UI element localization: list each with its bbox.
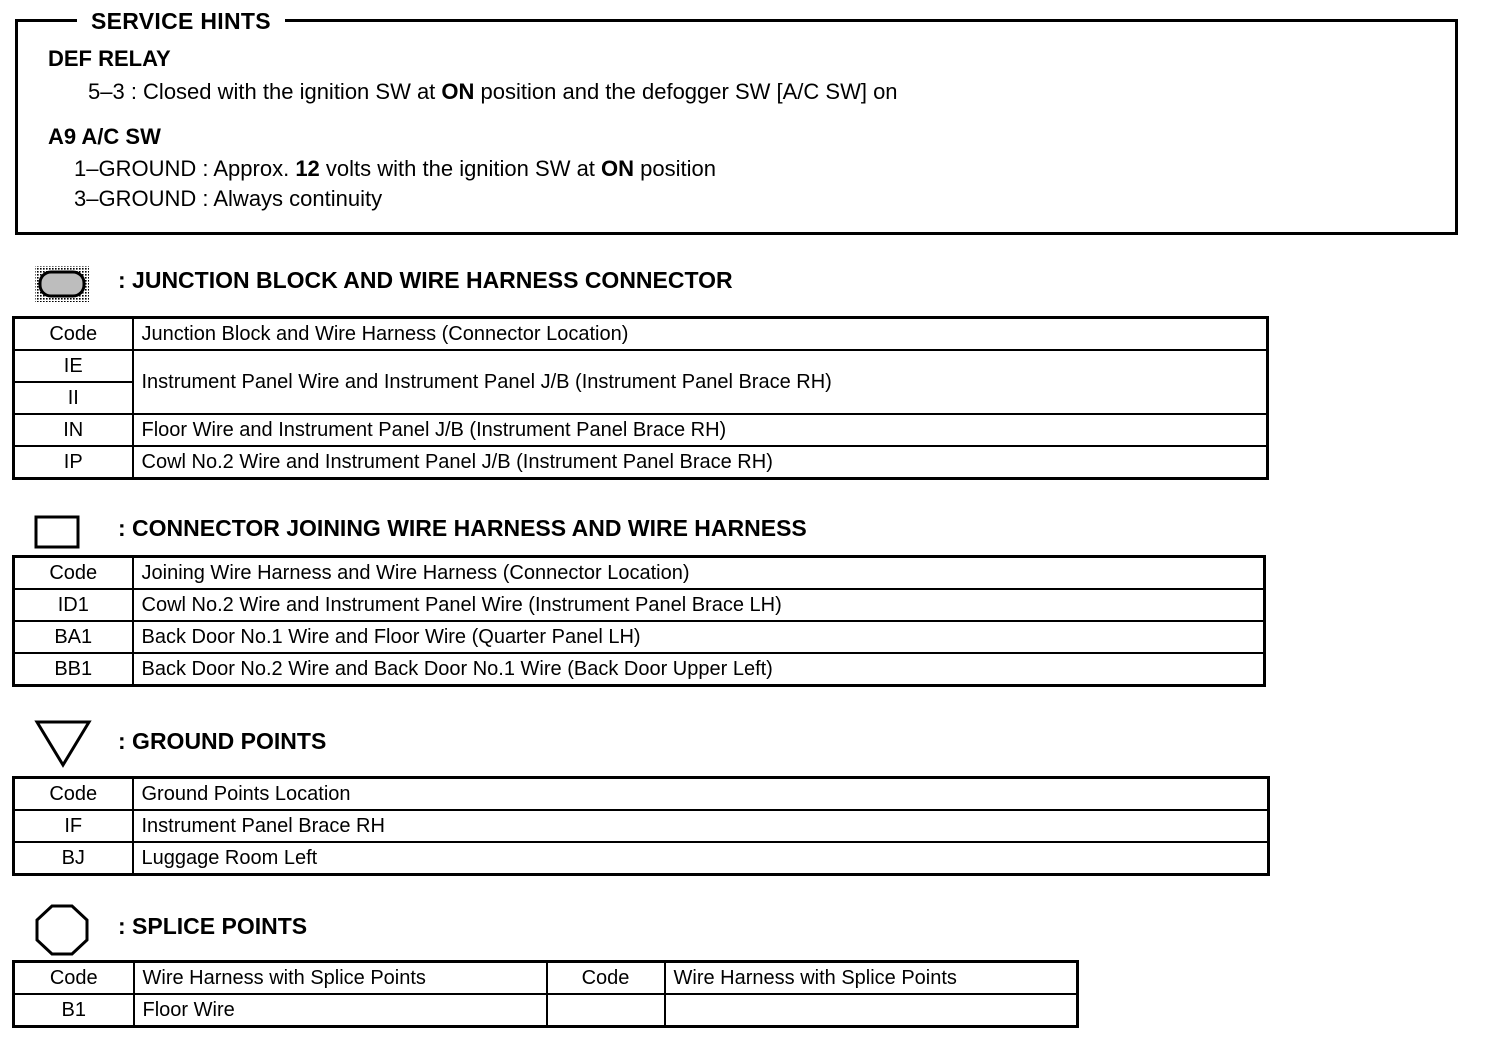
code-cell: BJ [14,842,133,875]
code-cell: BB1 [14,653,133,686]
service-hints-title: SERVICE HINTS [77,8,285,35]
splice-octagon-icon [34,903,90,957]
desc-cell: Cowl No.2 Wire and Instrument Panel J/B (Instrument Panel Brace RH) [133,446,1268,479]
joining-section-title: : CONNECTOR JOINING WIRE HARNESS AND WIRE HARNESS [118,515,807,541]
code-cell: BA1 [14,621,133,653]
def-relay-heading: DEF RELAY [48,46,171,71]
desc-cell: Back Door No.1 Wire and Floor Wire (Quarter Panel LH) [133,621,1265,653]
junction-connector-icon [34,265,90,303]
ground-section-title: : GROUND POINTS [118,728,327,754]
ground-table [12,776,1270,876]
ground-triangle-icon [34,719,92,769]
desc-cell: Floor Wire and Instrument Panel J/B (Instrument Panel Brace RH) [133,414,1268,446]
code-cell: ID1 [14,589,133,621]
ac-sw-heading: A9 A/C SW [48,124,161,149]
table-row [14,653,1265,686]
splice-table [12,960,1079,1028]
code-cell: IP [14,446,133,479]
code-header: Code [14,557,133,590]
joining-table [12,555,1266,687]
desc-header: Wire Harness with Splice Points [134,962,547,995]
table-header-row [14,778,1269,811]
desc-header: Wire Harness with Splice Points [665,962,1078,995]
desc-header: Joining Wire Harness and Wire Harness (Connector Location) [133,557,1265,590]
desc-header: Junction Block and Wire Harness (Connector Location) [133,318,1268,351]
desc-cell: Instrument Panel Brace RH [133,810,1269,842]
table-row [14,589,1265,621]
code-header: Code [547,962,665,995]
splice-section-title: : SPLICE POINTS [118,913,308,939]
code-header: Code [14,962,134,995]
table-row [14,621,1265,653]
desc-cell [665,994,1078,1027]
desc-cell: Instrument Panel Wire and Instrument Panel J/B (Instrument Panel Brace RH) [133,350,1268,414]
ac-sw-line-1: 1–GROUND : Approx. 12 volts with the ignition SW at ON position [74,156,716,181]
table-row [14,810,1269,842]
table-row [14,414,1268,446]
desc-cell: Cowl No.2 Wire and Instrument Panel Wire (Instrument Panel Brace LH) [133,589,1265,621]
code-header: Code [14,318,133,351]
ac-sw-line-2: 3–GROUND : Always continuity [74,186,383,211]
table-header-row [14,962,1078,995]
junction-section-title: : JUNCTION BLOCK AND WIRE HARNESS CONNECTOR [118,267,733,293]
code-cell [547,994,665,1027]
desc-header: Ground Points Location [133,778,1269,811]
square-connector-icon [34,514,82,550]
table-row [14,446,1268,479]
table-header-row [14,318,1268,351]
table-header-row [14,557,1265,590]
code-header: Code [14,778,133,811]
code-cell: IN [14,414,133,446]
def-relay-line: 5–3 : Closed with the ignition SW at ON position and the defogger SW [A/C SW] on [88,79,898,104]
desc-cell: Floor Wire [134,994,547,1027]
junction-table [12,316,1269,480]
table-row [14,994,1078,1027]
table-row [14,350,1268,382]
code-cell: IF [14,810,133,842]
desc-cell: Luggage Room Left [133,842,1269,875]
code-cell: IE [14,350,133,382]
code-cell: B1 [14,994,134,1027]
desc-cell: Back Door No.2 Wire and Back Door No.1 Wire (Back Door Upper Left) [133,653,1265,686]
table-row [14,842,1269,875]
code-cell: II [14,382,133,414]
